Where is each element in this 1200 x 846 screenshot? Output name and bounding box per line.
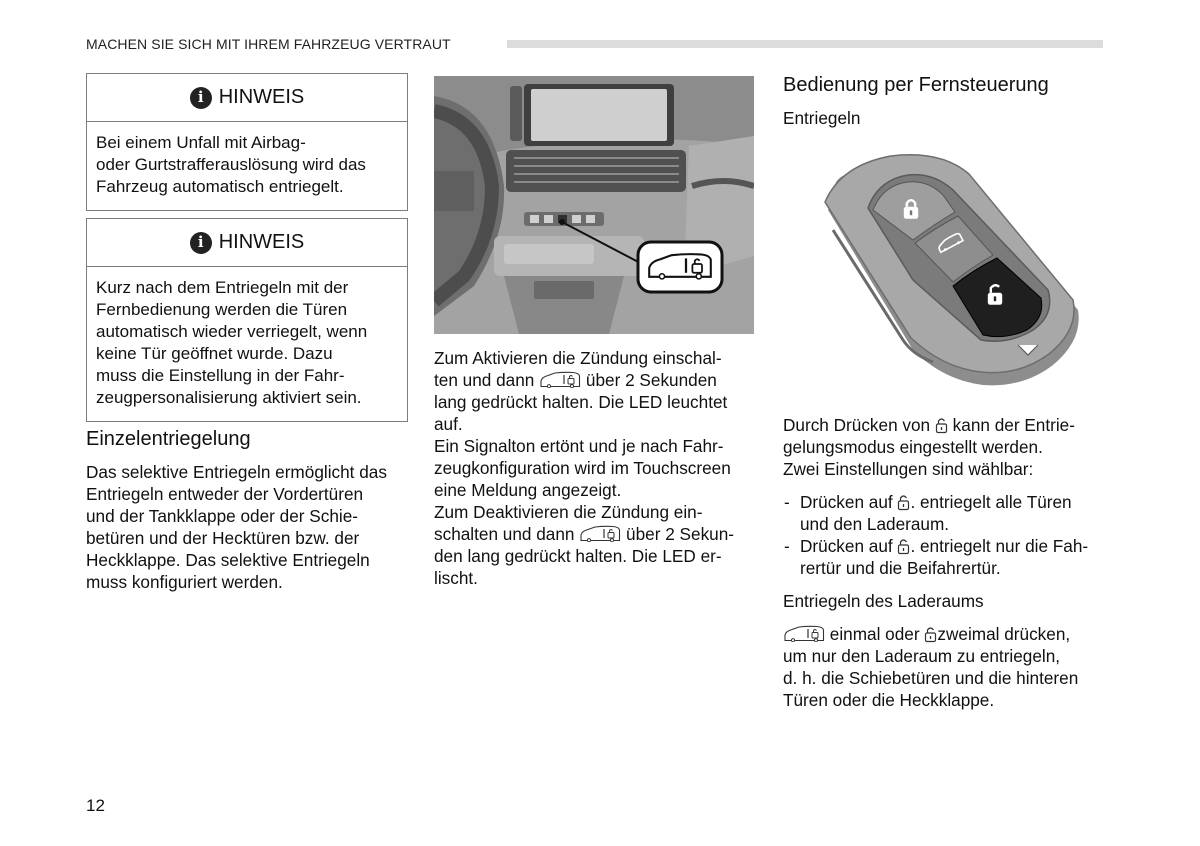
text-line: betüren und der Hecktüren bzw. der — [86, 528, 360, 548]
text-line — [434, 369, 764, 391]
van-unlock-icon — [783, 625, 825, 642]
running-title: MACHEN SIE SICH MIT IHREM FAHRZEUG VERTRAUT — [86, 36, 451, 52]
text-span: ten und dann — [434, 370, 535, 390]
page-number: 12 — [86, 796, 105, 815]
note-body — [87, 122, 407, 210]
note-line: Fahrzeug automatisch entriegelt. — [96, 177, 344, 196]
van-unlock-icon — [539, 371, 581, 388]
text-line: Ein Signalton ertönt und je nach Fahr- — [434, 436, 724, 456]
open-padlock-icon — [924, 625, 937, 643]
dashboard-photo — [434, 76, 754, 334]
note-line: keine Tür geöffnet wurde. Dazu — [96, 344, 333, 363]
text-span: und den Laderaum. — [800, 514, 950, 534]
text-line — [783, 623, 1113, 645]
text-line: und der Tankklappe oder der Schie- — [86, 506, 358, 526]
list-item — [783, 535, 1113, 579]
text-span: Durch Drücken von — [783, 415, 931, 435]
note-line: muss die Einstellung in der Fahr- — [96, 366, 345, 385]
note-box-relock — [86, 218, 408, 422]
note-line: zeugpersonalisierung aktiviert sein. — [96, 388, 362, 407]
note-line: oder Gurtstrafferauslösung wird das — [96, 155, 366, 174]
paragraph-laderaum-taste — [434, 347, 764, 589]
text-line — [434, 523, 764, 545]
note-header — [87, 219, 407, 267]
text-span: rertür und die Beifahrertür. — [800, 558, 1001, 578]
text-line: eine Meldung angezeigt. — [434, 480, 622, 500]
key-fob-illustration — [783, 140, 1103, 400]
text-span: über 2 Sekunden — [585, 370, 717, 390]
text-line: muss konfiguriert werden. — [86, 572, 283, 592]
paragraph-einzelentriegelung — [86, 461, 416, 593]
text-span: kann der Entrie- — [952, 415, 1075, 435]
list-item — [783, 491, 1113, 535]
text-line: Das selektive Entriegeln ermöglicht das — [86, 462, 387, 482]
note-line: Kurz nach dem Entriegeln mit der — [96, 278, 349, 297]
info-icon: i — [190, 232, 212, 254]
text-span: . entriegelt alle Türen — [910, 492, 1072, 512]
text-line: Entriegeln entweder der Vordertüren — [86, 484, 364, 504]
section-heading-fernsteuerung: Bedienung per Fernsteuerung — [783, 74, 1049, 96]
text-line: d. h. die Schiebetüren und die hinteren — [783, 668, 1079, 688]
note-title: HINWEIS — [218, 231, 305, 253]
subheading-entriegeln: Entriegeln — [783, 108, 861, 128]
text-line: um nur den Laderaum zu entriegeln, — [783, 646, 1061, 666]
open-padlock-icon — [897, 493, 910, 511]
van-unlock-icon — [579, 525, 621, 542]
paragraph-entriegelungsmodus — [783, 414, 1113, 711]
open-padlock-icon — [897, 537, 910, 555]
text-line — [783, 414, 1113, 436]
text-span: zweimal drücken, — [937, 624, 1071, 644]
text-span: Drücken auf — [800, 536, 893, 556]
info-icon: i — [190, 87, 212, 109]
note-title: HINWEIS — [218, 86, 305, 108]
note-line: automatisch wieder verriegelt, wenn — [96, 322, 368, 341]
header-rule — [507, 40, 1103, 48]
text-line: Zum Deaktivieren die Zündung ein- — [434, 502, 703, 522]
text-line: lischt. — [434, 568, 478, 588]
text-line: Heckklappe. Das selektive Entriegeln — [86, 550, 370, 570]
note-box-airbag — [86, 73, 408, 211]
text-line: gelungsmodus eingestellt werden. — [783, 437, 1043, 457]
text-span: schalten und dann — [434, 524, 575, 544]
note-header — [87, 74, 407, 122]
text-line: Türen oder die Heckklappe. — [783, 690, 995, 710]
note-line: Fernbedienung werden die Türen — [96, 300, 348, 319]
text-line: lang gedrückt halten. Die LED leuchtet — [434, 392, 728, 412]
text-line: Zwei Einstellungen sind wählbar: — [783, 459, 1034, 479]
text-line: zeugkonfiguration wird im Touchscreen — [434, 458, 731, 478]
text-line: den lang gedrückt halten. Die LED er- — [434, 546, 722, 566]
subheading-laderaum: Entriegeln des Laderaums — [783, 591, 984, 611]
text-span: Drücken auf — [800, 492, 893, 512]
text-span: einmal oder — [829, 624, 920, 644]
open-padlock-icon — [935, 416, 948, 434]
section-heading-einzelentriegelung: Einzelentriegelung — [86, 428, 251, 450]
note-body — [87, 267, 407, 421]
options-list — [783, 491, 1113, 579]
note-line: Bei einem Unfall mit Airbag- — [96, 133, 306, 152]
text-line: Zum Aktivieren die Zündung einschal- — [434, 348, 722, 368]
text-line: auf. — [434, 414, 463, 434]
text-span: über 2 Sekun- — [626, 524, 735, 544]
text-span: . entriegelt nur die Fah- — [910, 536, 1089, 556]
